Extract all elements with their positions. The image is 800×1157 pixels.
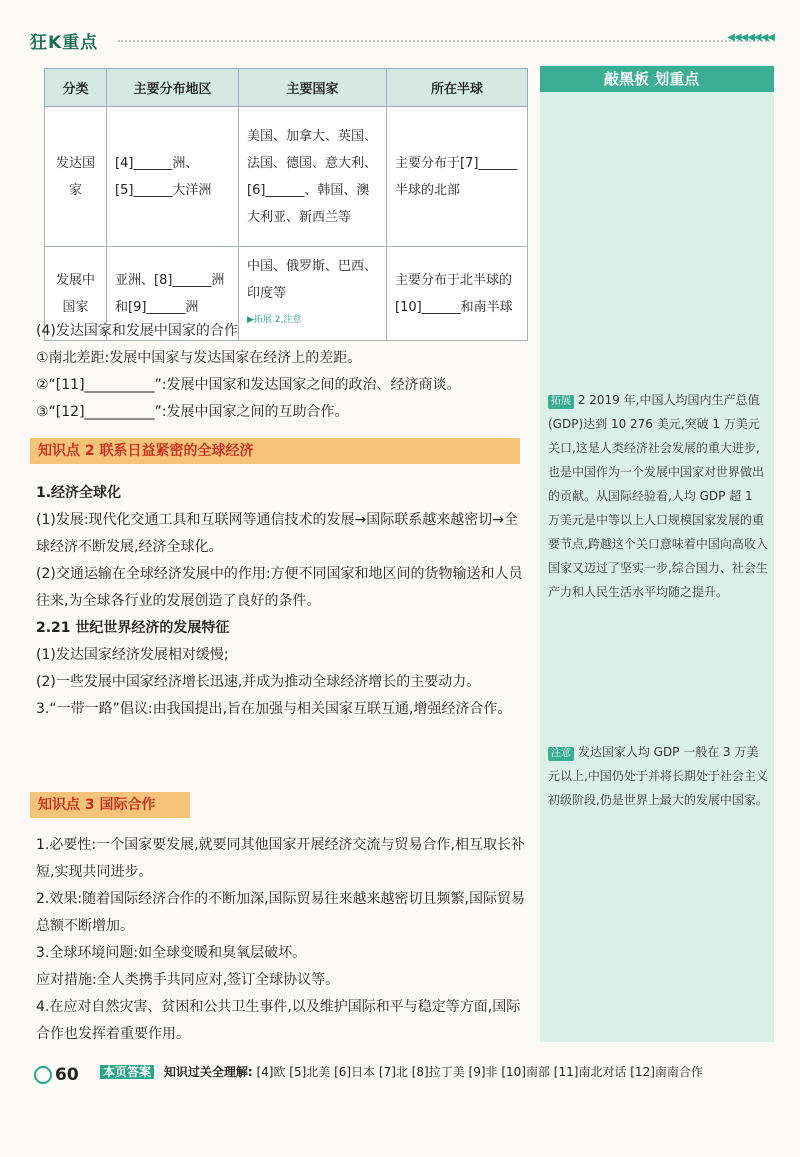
- attention-badge: 注意: [548, 747, 574, 761]
- sidebar-note-extension: [548, 388, 768, 604]
- table-header: 主要国家: [239, 69, 387, 107]
- table-row: [45, 107, 528, 247]
- answer-tag: 本页答案: [100, 1065, 154, 1079]
- knowledge-point-3-title: 知识点 3 国际合作: [30, 792, 190, 818]
- paragraph: ①南北差距:发展中国家与发达国家在经济上的差距。: [36, 350, 362, 366]
- heading: 2.21 世纪世界经济的发展特征: [36, 620, 230, 636]
- table-header: 主要分布地区: [107, 69, 239, 107]
- sidebar-title: 敲黑板 划重点: [540, 66, 774, 92]
- table-cell: 美国、加拿大、英国、法国、德国、意大利、[6]______、韩国、澳大利亚、新西兰等: [239, 107, 387, 247]
- answer-key: [100, 1060, 780, 1084]
- knowledge-point-3-body: [36, 832, 530, 1048]
- clock-icon: [34, 1066, 52, 1084]
- table-cell: [4]______洲、[5]______大洋洲: [107, 107, 239, 247]
- table-cell: 亚洲、[8]______洲和[9]______洲: [107, 247, 239, 341]
- paragraph: 3.“一带一路”倡议:由我国提出,旨在加强与相关国家互联互通,增强经济合作。: [36, 701, 512, 717]
- paragraph: 应对措施:全人类携手共同应对,签订全球协议等。: [36, 972, 340, 988]
- arrow-decoration-icon: ◀◀◀◀◀◀◀: [727, 32, 774, 43]
- paragraph: ③“[12]__________”:发展中国家之间的互助合作。: [36, 404, 349, 420]
- section-cooperation: [36, 318, 530, 426]
- sidebar-note-attention: [548, 740, 768, 812]
- table-cell: 主要分布于[7]______半球的北部: [387, 107, 528, 247]
- logo: 狂K重点: [30, 33, 99, 53]
- table-header: 分类: [45, 69, 107, 107]
- paragraph: (1)发展:现代化交通工具和互联网等通信技术的发展→国际联系越来越密切→全球经济不断发展,经济全球化。: [36, 512, 519, 555]
- answer-label: 知识过关全理解:: [163, 1065, 253, 1079]
- table-cell-text: 中国、俄罗斯、巴西、印度等: [247, 259, 378, 301]
- paragraph: 1.必要性:一个国家要发展,就要同其他国家开展经济交流与贸易合作,相互取长补短,实现共同进步。: [36, 837, 525, 880]
- knowledge-point-2-title: 知识点 2 联系日益紧密的全球经济: [30, 438, 520, 464]
- note-text: 2 2019 年,中国人均国内生产总值(GDP)达到 10 276 美元,突破 1 万美元关口,这是人类经济社会发展的重大进步,也是中国作为一个发展中国家对世界做出的贡献。从国际经验看,人均 GDP 超 1 万美元是中等以上人口规模国家发展的重要节点,跨越这个关口意味着中国向高收入国家又迈过了坚实一步,综合国力、社会生产力和人民生活水平均随之提升。: [548, 393, 768, 599]
- country-distribution-table: [44, 68, 528, 341]
- heading: 1.经济全球化: [36, 485, 122, 501]
- page-header: [0, 0, 800, 58]
- extension-badge: 拓展: [548, 395, 574, 409]
- paragraph: 2.效果:随着国际经济合作的不断加深,国际贸易往来越来越密切且频繁,国际贸易总额不断增加。: [36, 891, 525, 934]
- knowledge-point-2-body: [36, 480, 530, 723]
- header-divider: [118, 40, 770, 42]
- answer-list: [4]欧 [5]北美 [6]日本 [7]北 [8]拉丁美 [9]非 [10]南部 [11]南北对话 [12]南南合作: [256, 1065, 703, 1079]
- paragraph: ②“[11]__________”:发展中国家和发达国家之间的政治、经济商谈。: [36, 377, 461, 393]
- table-cell: 发展中国家: [45, 247, 107, 341]
- paragraph: 3.全球环境问题:如全球变暖和臭氧层破坏。: [36, 945, 307, 961]
- table-cell: 发达国家: [45, 107, 107, 247]
- paragraph: (2)交通运输在全球经济发展中的作用:方便不同国家和地区间的货物输送和人员往来,为全球各行业的发展创造了良好的条件。: [36, 566, 523, 609]
- extension-tip: ▶拓展 2,注意: [247, 315, 302, 325]
- paragraph: (1)发达国家经济发展相对缓慢;: [36, 647, 229, 663]
- page-number: 60: [34, 1065, 79, 1085]
- section-title: (4)发达国家和发展中国家的合作: [36, 323, 238, 339]
- table-header: 所在半球: [387, 69, 528, 107]
- paragraph: 4.在应对自然灾害、贫困和公共卫生事件,以及维护国际和平与稳定等方面,国际合作也发挥着重要作用。: [36, 999, 521, 1042]
- paragraph: (2)一些发展中国家经济增长迅速,并成为推动全球经济增长的主要动力。: [36, 674, 481, 690]
- table-cell: 主要分布于北半球的[10]______和南半球: [387, 247, 528, 341]
- note-text: 发达国家人均 GDP 一般在 3 万美元以上,中国仍处于并将长期处于社会主义初级阶段,仍是世界上最大的发展中国家。: [548, 745, 768, 807]
